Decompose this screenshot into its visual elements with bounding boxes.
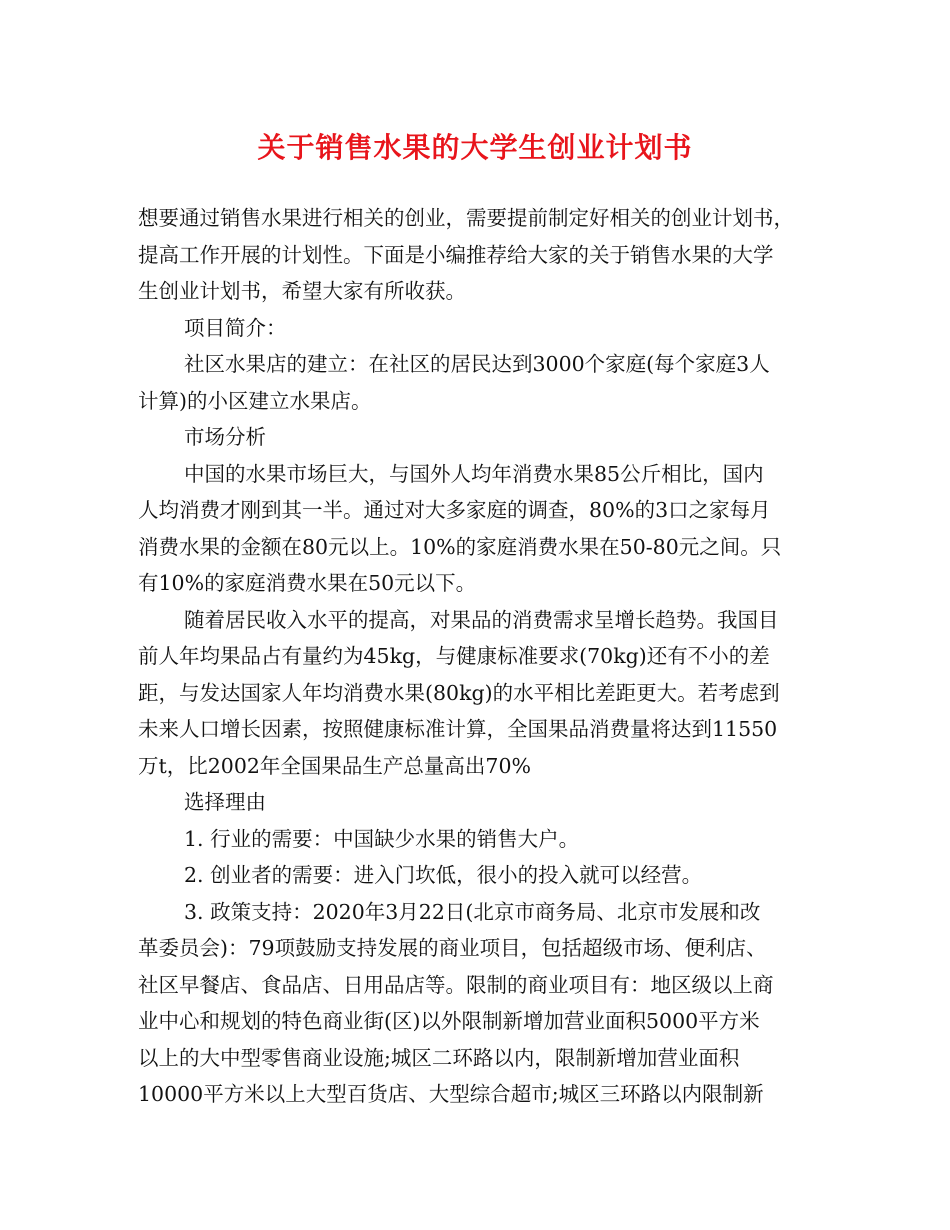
section-heading-project-intro: 项目简介：: [184, 315, 287, 340]
text-line: 社区水果店的建立：在社区的居民达到3000个家庭(每个家庭3人: [184, 352, 770, 376]
text-line: 人均消费才刚到其一半。通过对大多家庭的调查，80%的3口之家每月: [138, 498, 771, 522]
text-line: 想要通过销售水果进行相关的创业，需要提前制定好相关的创业计划书，: [138, 206, 794, 230]
text-line: 消费水果的金额在80元以上。10%的家庭消费水果在50-80元之间。只: [138, 534, 782, 559]
list-item: 2. 创业者的需要：进入门坎低，很小的投入就可以经营。: [184, 863, 703, 887]
section-heading-reasons: 选择理由: [184, 790, 266, 814]
text-line: 未来人口增长因素，按照健康标准计算，全国果品消费量将达到11550: [138, 717, 778, 741]
text-line: 10000平方米以上大型百货店、大型综合超市;城区三环路以内限制新: [138, 1082, 764, 1106]
text-line: 中国的水果市场巨大，与国外人均年消费水果85公斤相比，国内: [184, 461, 764, 486]
text-line: 提高工作开展的计划性。下面是小编推荐给大家的关于销售水果的大学: [138, 242, 774, 267]
list-item: 1. 行业的需要：中国缺少水果的销售大户。: [184, 826, 580, 851]
text-line: 生创业计划书，希望大家有所收获。: [138, 279, 466, 303]
document-title: 关于销售水果的大学生创业计划书: [257, 131, 693, 164]
text-line: 前人年均果品占有量约为45kg，与健康标准要求(70kg)还有不小的差: [138, 644, 770, 668]
text-line: 业中心和规划的特色商业街(区)以外限制新增加营业面积5000平方米: [138, 1009, 760, 1033]
list-item: 3. 政策支持：2020年3月22日(北京市商务局、北京市发展和改: [184, 899, 761, 924]
text-line: 有10%的家庭消费水果在50元以下。: [138, 571, 477, 595]
text-line: 计算)的小区建立水果店。: [138, 388, 372, 413]
text-line: 随着居民收入水平的提高，对果品的消费需求呈增长趋势。我国目: [184, 607, 779, 632]
section-heading-market-analysis: 市场分析: [184, 425, 266, 449]
text-line: 万t，比2002年全国果品生产总量高出70%: [138, 753, 531, 778]
text-line: 距，与发达国家人年均消费水果(80kg)的水平相比差距更大。若考虑到: [138, 680, 780, 705]
text-line: 社区早餐店、食品店、日用品店等。限制的商业项目有：地区级以上商: [138, 972, 774, 997]
document-body: [138, 200, 814, 1113]
text-line: 革委员会)：79项鼓励支持发展的商业项目，包括超级市场、便利店、: [138, 936, 767, 960]
text-line: 以上的大中型零售商业设施;城区二环路以内，限制新增加营业面积: [138, 1045, 740, 1070]
